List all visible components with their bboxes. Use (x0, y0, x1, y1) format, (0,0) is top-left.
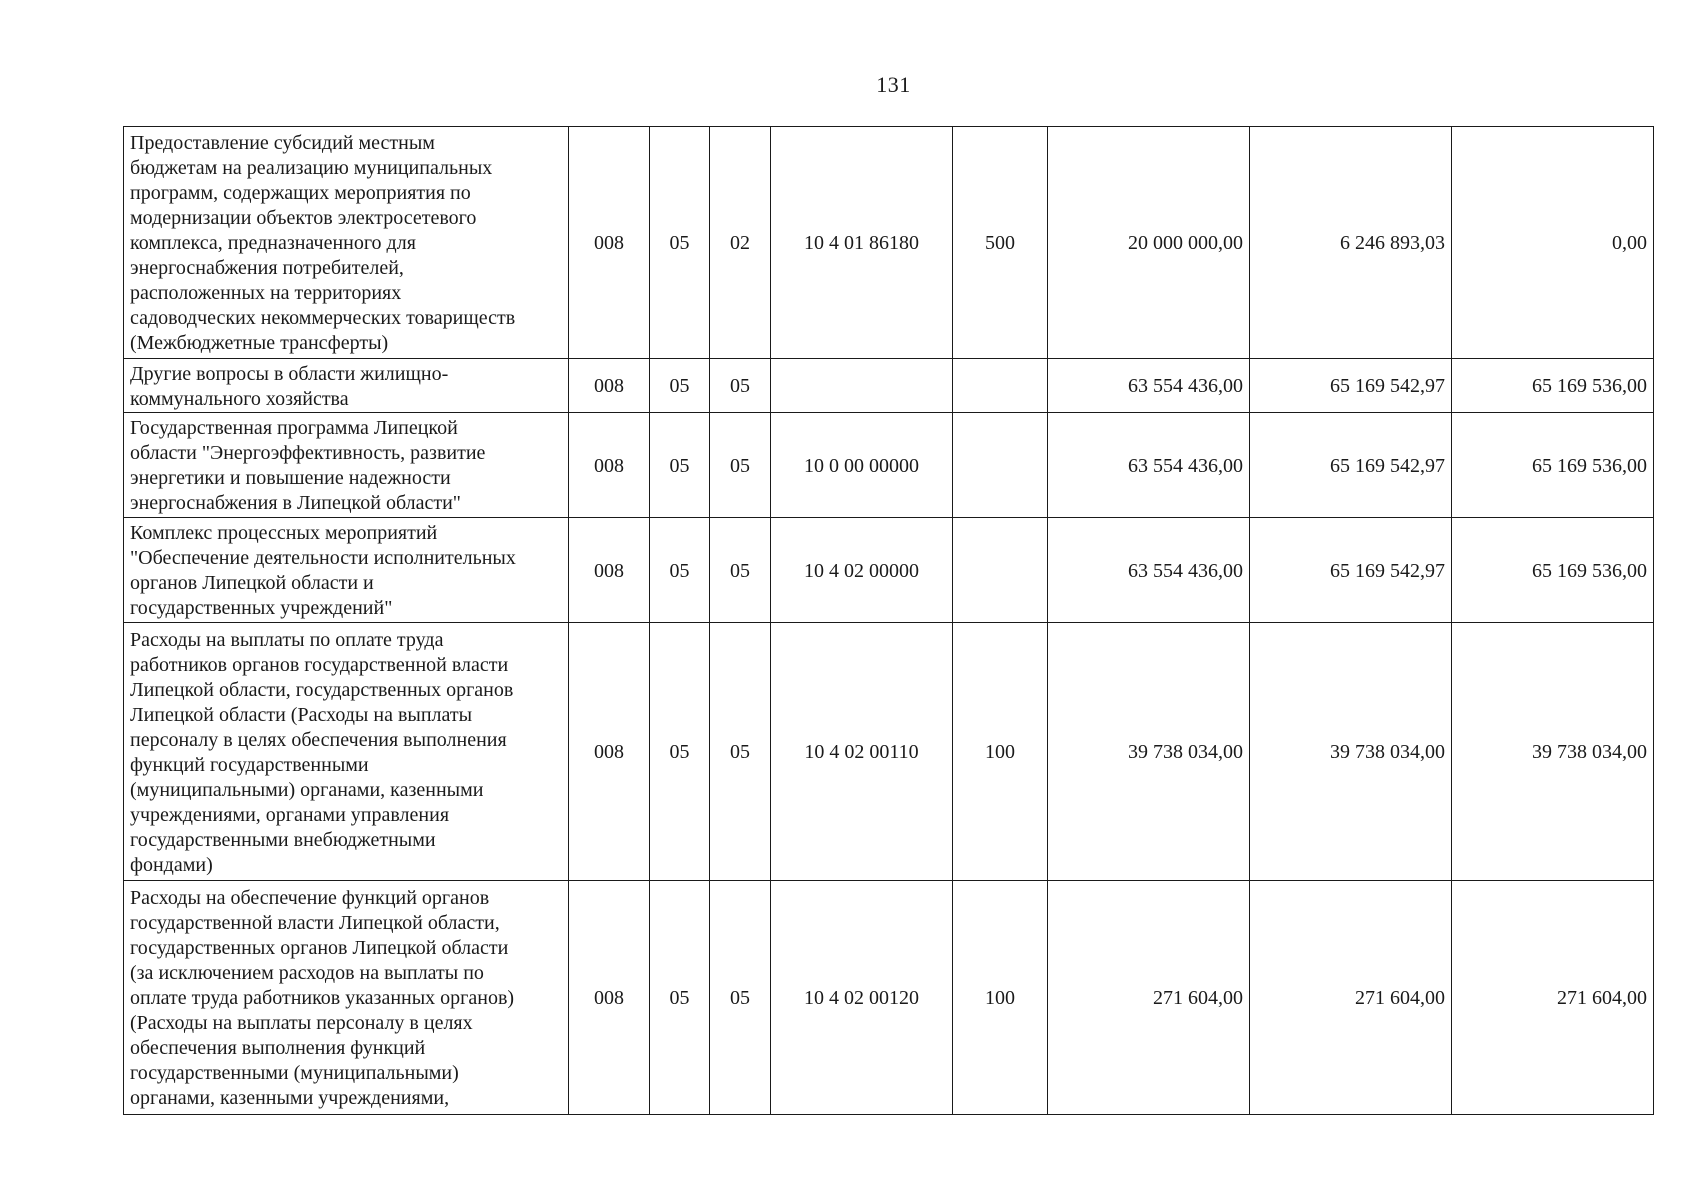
expense-type-cell (953, 413, 1048, 518)
subsection-code-cell: 02 (710, 127, 771, 359)
amount-cell-2: 65 169 542,97 (1250, 413, 1452, 518)
amount-cell-2: 65 169 542,97 (1250, 518, 1452, 623)
amount-cell-1: 63 554 436,00 (1048, 518, 1250, 623)
table-row (124, 127, 1654, 359)
subsection-code-cell: 05 (710, 623, 771, 881)
department-code-cell: 008 (569, 127, 650, 359)
table-row (124, 518, 1654, 623)
table-row (124, 413, 1654, 518)
section-code-cell: 05 (650, 413, 710, 518)
department-code-cell: 008 (569, 881, 650, 1115)
target-article-cell (771, 359, 953, 413)
amount-cell-3: 65 169 536,00 (1452, 518, 1654, 623)
expense-type-cell: 100 (953, 623, 1048, 881)
amount-cell-1: 20 000 000,00 (1048, 127, 1250, 359)
section-code-cell: 05 (650, 623, 710, 881)
target-article-cell: 10 4 02 00000 (771, 518, 953, 623)
expense-name-cell: Комплекс процессных мероприятий "Обеспечение деятельности исполнительных органов Липецкой области и государственных учреждений" (124, 518, 569, 623)
amount-cell-3: 65 169 536,00 (1452, 413, 1654, 518)
amount-cell-2: 271 604,00 (1250, 881, 1452, 1115)
expense-type-cell (953, 518, 1048, 623)
amount-cell-3: 0,00 (1452, 127, 1654, 359)
subsection-code-cell: 05 (710, 881, 771, 1115)
expense-name-cell: Государственная программа Липецкой области "Энергоэффективность, развитие энергетики и повышение надежности энергоснабжения в Липецкой области" (124, 413, 569, 518)
expense-type-cell: 100 (953, 881, 1048, 1115)
subsection-code-cell: 05 (710, 413, 771, 518)
amount-cell-1: 39 738 034,00 (1048, 623, 1250, 881)
amount-cell-3: 271 604,00 (1452, 881, 1654, 1115)
amount-cell-1: 63 554 436,00 (1048, 413, 1250, 518)
subsection-code-cell: 05 (710, 359, 771, 413)
expense-name-cell: Расходы на выплаты по оплате труда работников органов государственной власти Липецкой области, государственных органов Липецкой области (Расходы на выплаты персоналу в целях обеспечения выполнения функций государственными (муниципальными) органами, казенными учреждениями, органами управления государственными внебюджетными фондами) (124, 623, 569, 881)
amount-cell-1: 63 554 436,00 (1048, 359, 1250, 413)
expense-name-cell: Другие вопросы в области жилищно- коммунального хозяйства (124, 359, 569, 413)
target-article-cell: 10 4 02 00120 (771, 881, 953, 1115)
expense-name-cell: Предоставление субсидий местным бюджетам на реализацию муниципальных программ, содержащих мероприятия по модернизации объектов электросетевого комплекса, предназначенного для энергоснабжения потребителей, расположенных на территориях садоводческих некоммерческих товариществ (Межбюджетные трансферты) (124, 127, 569, 359)
department-code-cell: 008 (569, 359, 650, 413)
table-row (124, 623, 1654, 881)
expense-name-cell: Расходы на обеспечение функций органов государственной власти Липецкой области, государственных органов Липецкой области (за исключением расходов на выплаты по оплате труда работников указанных органов) (Расходы на выплаты персоналу в целях обеспечения выполнения функций государственными (муниципальными) органами, казенными учреждениями, (124, 881, 569, 1115)
amount-cell-3: 65 169 536,00 (1452, 359, 1654, 413)
page-number: 131 (876, 72, 911, 97)
amount-cell-3: 39 738 034,00 (1452, 623, 1654, 881)
section-code-cell: 05 (650, 359, 710, 413)
section-code-cell: 05 (650, 127, 710, 359)
section-code-cell: 05 (650, 518, 710, 623)
budget-table (123, 126, 1654, 1115)
expense-type-cell: 500 (953, 127, 1048, 359)
expense-type-cell (953, 359, 1048, 413)
target-article-cell: 10 4 02 00110 (771, 623, 953, 881)
target-article-cell: 10 4 01 86180 (771, 127, 953, 359)
subsection-code-cell: 05 (710, 518, 771, 623)
department-code-cell: 008 (569, 518, 650, 623)
amount-cell-2: 65 169 542,97 (1250, 359, 1452, 413)
target-article-cell: 10 0 00 00000 (771, 413, 953, 518)
department-code-cell: 008 (569, 413, 650, 518)
table-row (124, 359, 1654, 413)
amount-cell-1: 271 604,00 (1048, 881, 1250, 1115)
table-row (124, 881, 1654, 1115)
amount-cell-2: 39 738 034,00 (1250, 623, 1452, 881)
department-code-cell: 008 (569, 623, 650, 881)
amount-cell-2: 6 246 893,03 (1250, 127, 1452, 359)
section-code-cell: 05 (650, 881, 710, 1115)
